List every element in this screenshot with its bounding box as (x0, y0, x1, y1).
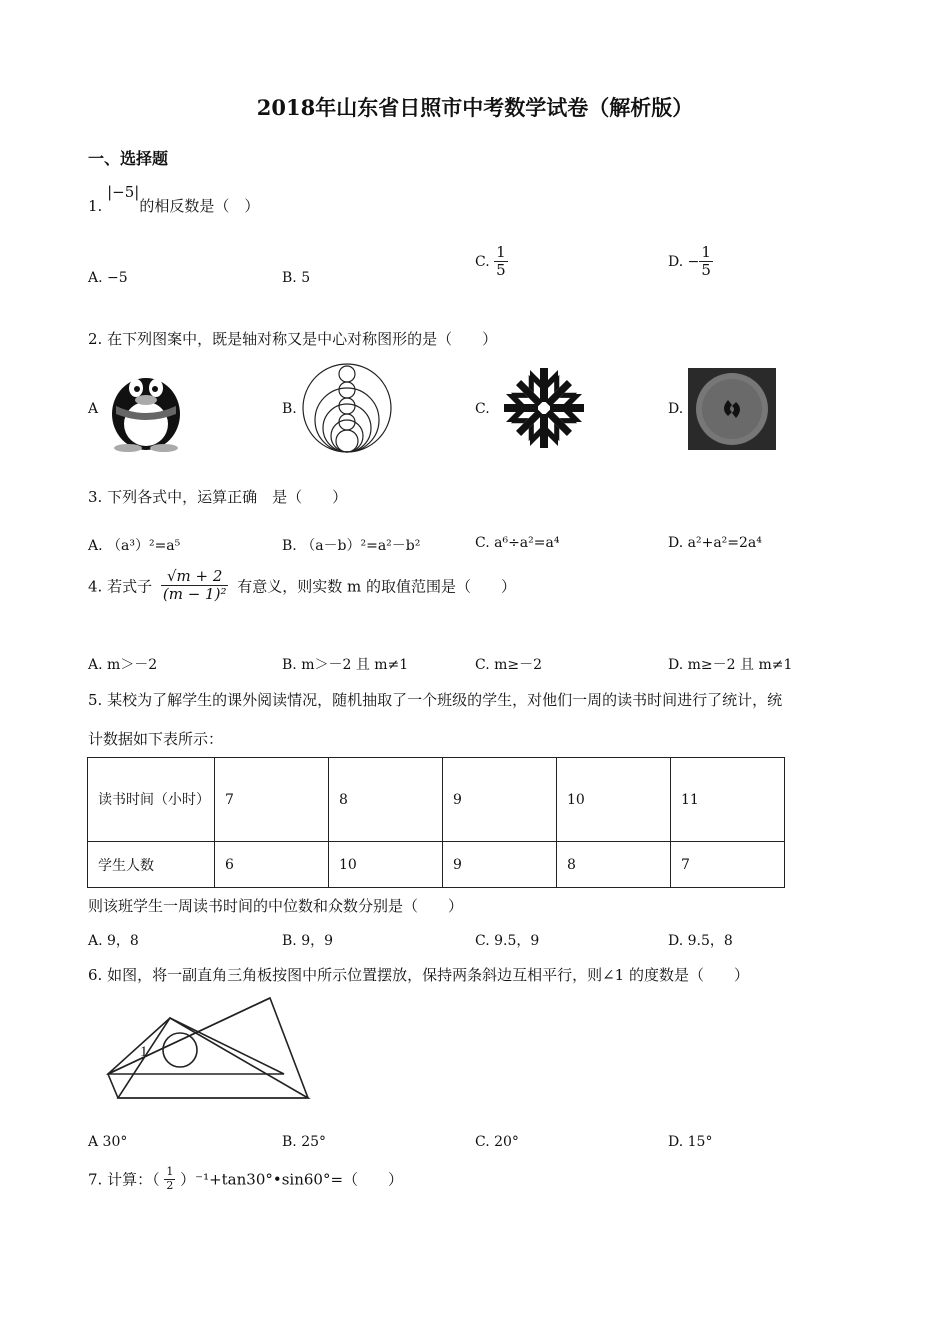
q4-denominator: (m − 1)² (162, 585, 227, 604)
question-5-followup: 则该班学生一周读书时间的中位数和众数分别是（ ） (88, 897, 464, 915)
question-7 (88, 1166, 403, 1192)
q3-option-b: B. （a－b）²=a²－b² (282, 538, 421, 554)
q4-numerator: √m + 2 (161, 568, 228, 586)
q4-fraction (157, 568, 233, 604)
q4-suffix: 有意义，则实数 m 的取值范围是（ ） (237, 577, 517, 596)
q6-option-b: B. 25° (282, 1134, 327, 1150)
q1-option-d (668, 244, 713, 280)
q1-abs-expression: |−5| (107, 183, 140, 201)
q5-option-b: B. 9，9 (282, 933, 334, 949)
q4-option-a: A. m＞－2 (88, 657, 158, 673)
table-row (88, 842, 785, 888)
q2-option-b: B. (282, 401, 297, 417)
section-heading: 一、选择题 (88, 149, 169, 168)
q7-prefix: 7. 计算：（ (88, 1170, 160, 1189)
q5-option-a: A. 9，8 (88, 933, 139, 949)
q1-d-num: 1 (701, 243, 711, 261)
question-6: 6. 如图，将一副直角三角板按图中所示位置摆放，保持两条斜边互相平行，则∠1 的度数是（ ） (88, 966, 749, 984)
q6-option-c: C. 20° (475, 1134, 519, 1150)
q1-d-den: 5 (701, 261, 711, 280)
q1-c-label: C. (475, 253, 490, 270)
table-cell: 10 (557, 758, 671, 842)
q2-option-d: D. (668, 401, 684, 417)
table-cell: 10 (329, 842, 443, 888)
table-cell: 11 (671, 758, 785, 842)
q7-den: 2 (166, 1178, 174, 1192)
table-cell: 9 (443, 758, 557, 842)
table-cell: 8 (329, 758, 443, 842)
question-2: 2. 在下列图案中，既是轴对称又是中心对称图形的是（ ） (88, 330, 498, 348)
q3-option-d: D. a²+a²=2a⁴ (668, 535, 762, 551)
q1-d-label: D. (668, 253, 684, 270)
q1-option-b: B. 5 (282, 270, 311, 286)
q6-option-a: A 30° (88, 1134, 128, 1150)
arrow-star-icon (498, 364, 590, 452)
q4-prefix: 4. 若式子 (88, 577, 153, 596)
q6-option-d: D. 15° (668, 1134, 713, 1150)
q2-option-a: A (88, 401, 99, 417)
question-5-line1: 5. 某校为了解学生的课外阅读情况，随机抽取了一个班级的学生，对他们一周的读书时间进行了统计，统 (88, 691, 783, 709)
q7-fraction (164, 1166, 175, 1192)
table-cell: 6 (215, 842, 329, 888)
q4-option-c: C. m≥－2 (475, 657, 543, 673)
q2-option-c: C. (475, 401, 490, 417)
question-4 (88, 568, 516, 604)
question-1 (88, 183, 260, 216)
penguin-icon (104, 364, 188, 452)
triangles-figure (100, 994, 315, 1104)
table-cell: 9 (443, 842, 557, 888)
table-header-cell: 学生人数 (88, 842, 215, 888)
table-cell: 7 (671, 842, 785, 888)
question-5-line2: 计数据如下表所示： (88, 730, 224, 748)
table-header-cell: 读书时间（小时） (88, 758, 215, 842)
q4-option-b: B. m＞－2 且 m≠1 (282, 657, 409, 673)
q7-num: 1 (166, 1165, 174, 1178)
dark-disc-icon (688, 368, 776, 450)
q4-option-d: D. m≥－2 且 m≠1 (668, 657, 793, 673)
q1-d-sign: − (687, 253, 700, 270)
q1-number: 1. (88, 197, 103, 215)
table-cell: 8 (557, 842, 671, 888)
q1-d-fraction (699, 244, 713, 280)
q3-option-c: C. a⁶÷a²=a⁴ (475, 535, 560, 551)
page-title: 2018年山东省日照市中考数学试卷（解析版） (256, 95, 694, 120)
q1-text: 的相反数是（ ） (139, 197, 260, 215)
q1-c-fraction (494, 244, 508, 280)
table-row (88, 758, 785, 842)
table-cell: 7 (215, 758, 329, 842)
reading-time-table (87, 757, 785, 888)
nested-circles-icon (301, 362, 393, 454)
angle-1-label: 1 (140, 1044, 148, 1060)
q1-option-a: A. −5 (88, 270, 128, 286)
q1-c-den: 5 (496, 261, 506, 280)
q1-c-num: 1 (496, 243, 506, 261)
q5-option-d: D. 9.5，8 (668, 933, 733, 949)
q5-option-c: C. 9.5，9 (475, 933, 540, 949)
question-3: 3. 下列各式中，运算正确 是（ ） (88, 488, 348, 506)
q3-option-a: A. （a³）²=a⁵ (88, 538, 181, 554)
q7-suffix: ）⁻¹+tan30°•sin60°=（ ） (180, 1170, 404, 1189)
q1-option-c (475, 244, 508, 280)
